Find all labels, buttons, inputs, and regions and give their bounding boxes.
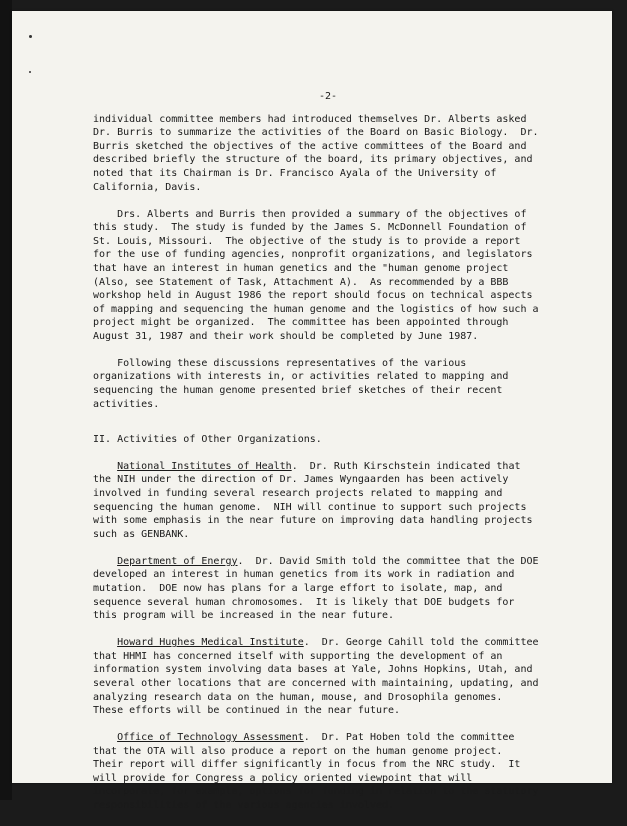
scan-border	[0, 0, 12, 800]
section-heading: II. Activities of Other Organizations.	[93, 434, 322, 446]
scan-speck	[29, 71, 31, 73]
paragraph-doe: Department of Energy. Dr. David Smith told the committee that the DOE developed an interest in human genetics from its work in radiation and mutation. DOE now has plans for a large effort to isolate, map, and sequence several human chromosomes. It is likely that DOE budgets for this program will be increased in the near future.	[93, 555, 539, 622]
scan-speck	[29, 35, 32, 38]
document-page	[12, 11, 612, 812]
paragraph-nih: National Institutes of Health. Dr. Ruth Kirschstein indicated that the NIH under the direction of Dr. James Wyngaarden has been actively involved in funding several research projects related to mapping and sequencing the human genome. NIH will continue to support such projects with some emphasis in the near future on improving data handling projects such as GENBANK.	[93, 460, 533, 540]
nih-heading: National Institutes of Health	[117, 460, 292, 472]
page-number: -2-	[318, 91, 338, 102]
paragraph-hhmi: Howard Hughes Medical Institute. Dr. George Cahill told the committee that HHMI has concerned itself with supporting the development of an information system involving data bases at Yale, Johns Hopkins, Utah, and several other locations that are concerned with maintaining, updating, and analyzing research data on the human, mouse, and Drosophila genomes. These efforts will be continued in the near future.	[93, 637, 539, 717]
doe-heading: Department of Energy	[117, 555, 238, 567]
paragraph-ota: Office of Technology Assessment. Dr. Pat Hoben told the committee that the OTA will also produce a report on the human genome project. Their report will differ significantly in focus from the NRC study. It will provide for Congress a policy oriented viewpoint that will incorporate, for example, options for funding in relation to the statutory responsibilities of the various agencies involved.	[93, 732, 539, 812]
paragraph-discussions: Following these discussions representatives of the various organizations with interests in, or activities related to mapping and sequencing the human genome presented brief sketches of their recent activities.	[93, 357, 509, 410]
ota-heading: Office of Technology Assessment	[117, 732, 304, 744]
hhmi-heading: Howard Hughes Medical Institute	[117, 637, 304, 649]
page-content	[93, 90, 563, 826]
paragraph-objectives: Drs. Alberts and Burris then provided a summary of the objectives of this study. The study is funded by the James S. McDonnell Foundation of St. Louis, Missouri. The objective of the study is to provide a report for the use of funding agencies, nonprofit organizations, and legislators that have an interest in human genetics and the "human genome project (Also, see Statement of Task, Attachment A). As recommended by a BBB workshop held in August 1986 the report should focus on technical aspects of mapping and sequencing the human genome and the logistics of how such a project might be organized. The committee has been appointed through August 31, 1987 and their work should be completed by June 1987.	[93, 208, 539, 342]
paragraph-intro: individual committee members had introduced themselves Dr. Alberts asked Dr. Burris to summarize the activities of the Board on Basic Biology. Dr. Burris sketched the objectives of the active committees of the Board and described briefly the structure of the board, its primary objectives, and noted that its Chairman is Dr. Francisco Ayala of the University of California, Davis.	[93, 113, 539, 193]
